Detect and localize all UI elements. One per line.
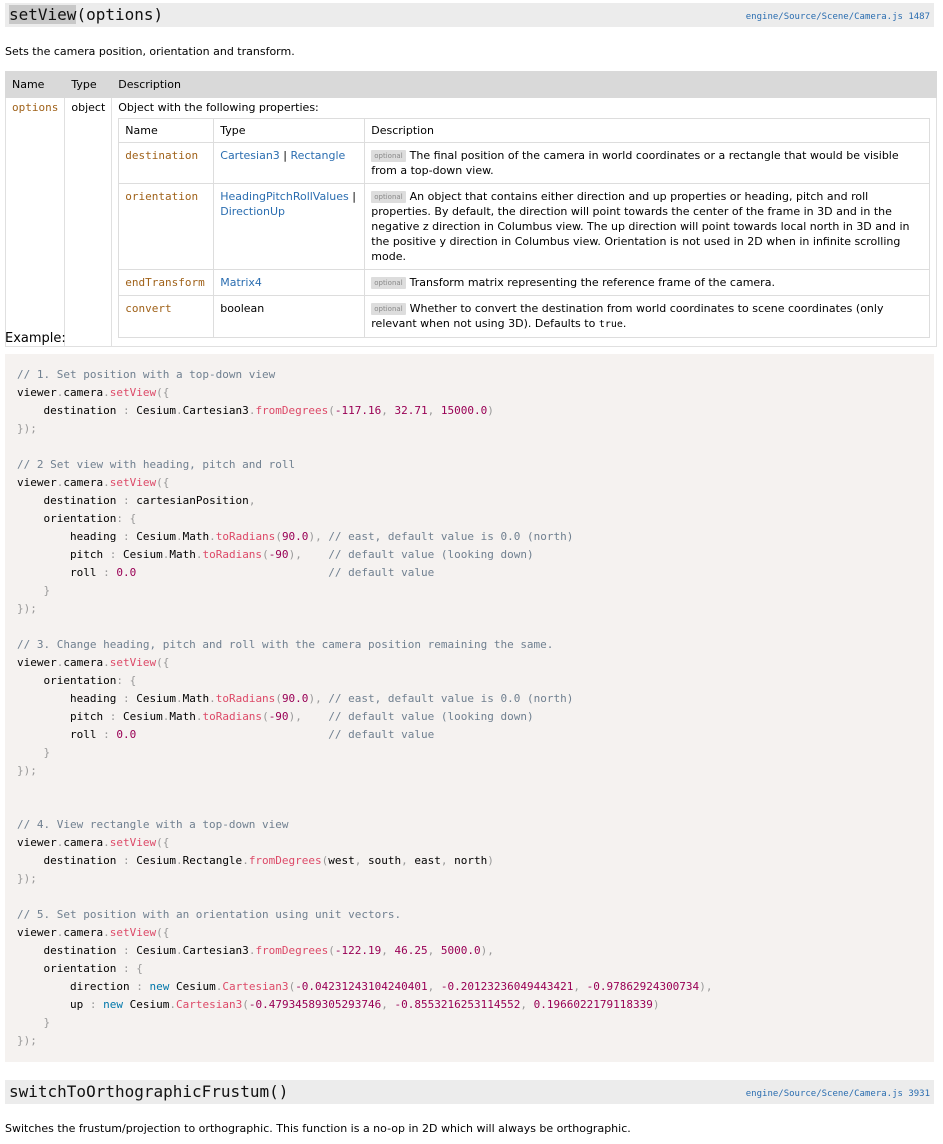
code-line: viewer.camera.setView({ [17, 656, 170, 669]
sub-header-type: Type [214, 119, 365, 143]
type-separator: | [348, 190, 356, 203]
property-row-convert [119, 296, 930, 338]
property-description [365, 270, 930, 296]
param-description: Object with the following properties: [118, 101, 319, 114]
property-description [365, 296, 930, 338]
col-header-description: Description [112, 72, 937, 98]
type-link-matrix4[interactable]: Matrix4 [220, 276, 262, 289]
property-name: convert [119, 296, 214, 338]
property-type [214, 184, 365, 270]
property-description-text: Whether to convert the destination from world coordinates to scene coordinates (only relevant when not using 3D). Defaults to [371, 302, 884, 330]
code-line: up : new Cesium.Cartesian3(-0.47934589305293746, -0.8553216253114552, 0.1966022179118339) [17, 998, 660, 1011]
source-link[interactable]: engine/Source/Scene/Camera.js 3931 [745, 1089, 930, 1099]
example-label: Example: [5, 331, 66, 346]
code-line: heading : Cesium.Math.toRadians(90.0), // east, default value is 0.0 (north) [17, 530, 574, 543]
property-name: orientation [119, 184, 214, 270]
code-line: orientation : { [17, 962, 143, 975]
col-header-type: Type [65, 72, 112, 98]
code-line: // 4. View rectangle with a top-down view [17, 818, 289, 831]
method-description: Sets the camera position, orientation and transform. [5, 45, 295, 58]
code-line: roll : 0.0 // default value [17, 566, 435, 579]
property-description-text: An object that contains either direction and up properties or heading, pitch and roll properties. By default, the direction will point towards the center of the frame in 3D and in the negative z direction in Columbus view. The up direction will point towards local north in 3D and in the positive y direction in Columbus view. Orientation is not used in 2D when in infinite scrolling mode. [371, 190, 910, 263]
type-link-cartesian3[interactable]: Cartesian3 [220, 149, 280, 162]
code-line: destination : cartesianPosition, [17, 494, 256, 507]
code-line: destination : Cesium.Cartesian3.fromDegrees(-122.19, 46.25, 5000.0), [17, 944, 494, 957]
code-line: }); [17, 764, 37, 777]
sub-header-name: Name [119, 119, 214, 143]
method-title [9, 5, 163, 25]
code-line: }); [17, 1034, 37, 1047]
code-line: viewer.camera.setView({ [17, 476, 170, 489]
type-link-directionup[interactable]: DirectionUp [220, 205, 285, 218]
default-value: true [598, 319, 623, 330]
code-line: orientation: { [17, 674, 137, 687]
sub-header-description: Description [365, 119, 930, 143]
method-name: setView [9, 5, 77, 24]
code-line: viewer.camera.setView({ [17, 836, 170, 849]
code-line: }); [17, 872, 37, 885]
property-description-text: Transform matrix representing the reference frame of the camera. [409, 276, 775, 289]
property-description-text: The final position of the camera in world coordinates or a rectangle that would be visible from a top-down view. [371, 149, 899, 177]
property-name: endTransform [119, 270, 214, 296]
param-description-cell [112, 98, 937, 347]
param-row-options [6, 98, 937, 347]
method-name: switchToOrthographicFrustum [9, 1082, 270, 1101]
property-row-endtransform [119, 270, 930, 296]
property-description-end: . [622, 317, 627, 330]
code-line: viewer.camera.setView({ [17, 926, 170, 939]
type-link-headingpitchrollvalues[interactable]: HeadingPitchRollValues [220, 190, 349, 203]
method-title [9, 1082, 288, 1102]
code-line: } [43, 584, 51, 597]
optional-badge: optional [371, 277, 405, 289]
property-name: destination [119, 143, 214, 184]
code-line: } [43, 746, 51, 759]
property-row-destination [119, 143, 930, 184]
code-line: // 1. Set position with a top-down view [17, 368, 276, 381]
type-separator: | [279, 149, 291, 162]
property-type [214, 270, 365, 296]
property-description [365, 184, 930, 270]
code-line: destination : Cesium.Cartesian3.fromDegrees(-117.16, 32.71, 15000.0) [17, 404, 494, 417]
code-line: // 5. Set position with an orientation using unit vectors. [17, 908, 402, 921]
code-line: pitch : Cesium.Math.toRadians(-90), // default value (looking down) [17, 548, 534, 561]
code-line: heading : Cesium.Math.toRadians(90.0), // east, default value is 0.0 (north) [17, 692, 574, 705]
method-params: (options) [76, 5, 164, 24]
property-type: boolean [214, 296, 365, 338]
code-line: pitch : Cesium.Math.toRadians(-90), // default value (looking down) [17, 710, 534, 723]
params-table [5, 71, 937, 347]
method-params: () [269, 1082, 289, 1101]
property-type [214, 143, 365, 184]
code-line: // 3. Change heading, pitch and roll with the camera position remaining the same. [17, 638, 554, 651]
type-link-rectangle[interactable]: Rectangle [290, 149, 346, 162]
code-line: }); [17, 422, 37, 435]
property-description [365, 143, 930, 184]
optional-badge: optional [371, 150, 405, 162]
code-line: destination : Cesium.Rectangle.fromDegrees(west, south, east, north) [17, 854, 494, 867]
code-line: orientation: { [17, 512, 137, 525]
optional-badge: optional [371, 191, 405, 203]
method-description: Switches the frustum/projection to orthographic. This function is a no-op in 2D which will always be orthographic. [5, 1122, 631, 1135]
code-example [5, 354, 934, 1062]
code-line: direction : new Cesium.Cartesian3(-0.04231243104240401, -0.20123236049443421, -0.97862924300734), [17, 980, 713, 993]
property-row-orientation [119, 184, 930, 270]
options-properties-table [118, 118, 930, 338]
code-line: }); [17, 602, 37, 615]
method-signature-switchtoorthographicfrustum [5, 1080, 934, 1104]
optional-badge: optional [371, 303, 405, 315]
col-header-name: Name [6, 72, 65, 98]
param-name: options [6, 98, 65, 347]
code-line: } [43, 1016, 51, 1029]
code-line: // 2 Set view with heading, pitch and roll [17, 458, 296, 471]
code-line: roll : 0.0 // default value [17, 728, 435, 741]
method-signature-setview [5, 3, 934, 27]
param-type: object [65, 98, 112, 347]
source-link[interactable]: engine/Source/Scene/Camera.js 1487 [745, 12, 930, 22]
code-line: viewer.camera.setView({ [17, 386, 170, 399]
